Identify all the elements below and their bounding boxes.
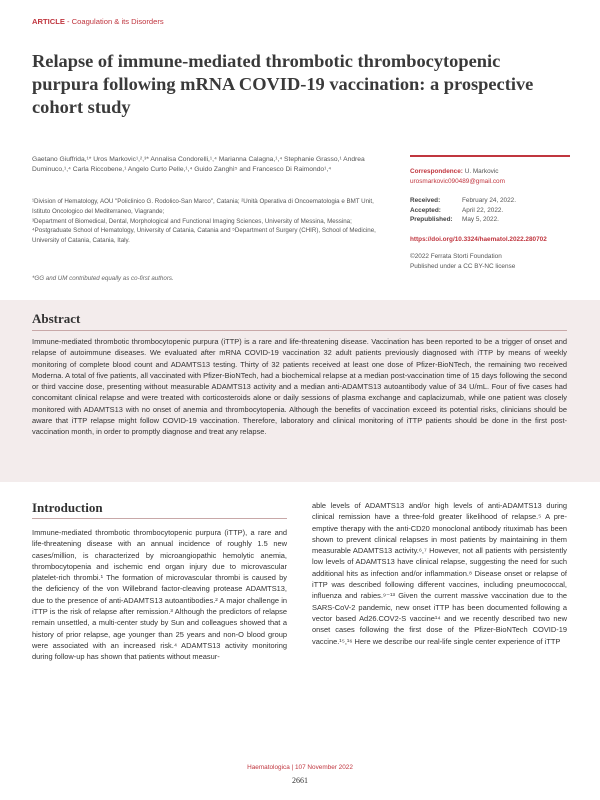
date-key: Received: (410, 197, 441, 204)
article-category (32, 17, 164, 26)
affiliation-line: ¹Division of Hematology, AOU "Policlinico G. Rodolico-San Marco", Catania; ²Unità Operativa di Oncoematologia e BMT Unit, Istituto Oncologico del Mediterraneo, Viagrande; (32, 198, 374, 215)
doi-link[interactable]: https://doi.org/10.3324/haematol.2022.280702 (410, 235, 547, 243)
date-key: Prepublished: (410, 216, 453, 223)
affiliations (32, 197, 382, 246)
article-label: ARTICLE (32, 17, 65, 26)
abstract-heading: Abstract (32, 311, 81, 326)
equal-contribution-note: *GG and UM contributed equally as co-first authors. (32, 275, 174, 282)
introduction-divider (32, 518, 287, 519)
correspondence-email-link[interactable]: urosmarkovic090489@gmail.com (410, 177, 505, 185)
author-list: Gaetano Giuffrida,¹* Uros Markovic¹,²,³* Annalisa Condorelli,¹,⁴ Marianna Calagna,¹,⁴ Stephanie Grasso,¹ Andrea Duminuco,¹,⁴ Carla Riccobene,¹ Angelo Curto Pelle,¹,⁴ Guido Zanghì⁵ and Francesco Di Raimondo¹,⁴ (32, 156, 365, 174)
correspondence-label: Correspondence: (410, 168, 463, 175)
date-value: February 24, 2022. (462, 197, 516, 204)
abstract-divider (32, 330, 567, 331)
introduction-column-left: Immune-mediated thrombotic thrombocytopenic purpura (iTTP), a rare and life-threatening disease with an annual incidence of roughly 1.5 new cases/million, is characterized by microangiopathic hemolytic anemia, thrombocytopenia and ischemic end organ injury due to microvascular platelet-rich thrombi.¹ The formation of microvascular thrombi is caused by the deficiency of the von Willebrand factor-cleaving protease ADAMTS13, due to the presence of anti-ADAMTS13 autoantibodies.² A major challenge in iTTP is the risk of relapse after remission.³ Although the predictors of relapse remain unsettled, a multi-center study by Sun and colleagues showed that a history of prior relapse, age younger than 25 years and non-O blood group were associated with an increased risk.⁴ ADAMTS13 activity monitoring during follow-up has shown that patients without measur- (32, 528, 287, 662)
date-key: Accepted: (410, 206, 441, 214)
footer-journal: Haematologica | 107 November 2022 (247, 764, 353, 771)
affiliation-line: ³Department of Biomedical, Dental, Morphological and Functional Imaging Sciences, University of Messina, Messina; ⁴Postgraduate School of Hematology, University of Catania, Catania and ⁵Department of Surgery (CHIR), School of Medicine, University of Catania, Catania, Italy. (32, 217, 376, 245)
date-value: April 22, 2022. (462, 206, 504, 214)
section-label: - Coagulation & its Disorders (64, 17, 164, 26)
copyright: ©2022 Ferrata Storti Foundation (410, 253, 502, 260)
article-title: Relapse of immune-mediated thrombotic thrombocytopenic purpura following mRNA COVID-19 vaccination: a prospective cohort study (32, 51, 534, 117)
date-row (410, 206, 570, 216)
introduction-heading: Introduction (32, 500, 103, 515)
correspondence-name: U. Markovic (462, 168, 499, 175)
date-row (410, 215, 570, 225)
date-row (410, 196, 570, 206)
abstract-body: Immune-mediated thrombotic thrombocytopenic purpura (iTTP) is a rare and life-threatening disease. Vaccination has been reported to be a trigger of onset and relapse of autoimmune diseases. We evaluated after mRNA COVID-19 vaccination 32 adult patients previously diagnosed with iTTP by means of weekly monitoring of complete blood count and ADAMTS13 testing. Thirty of 32 patients received at least one dose of Pfizer-BioNTech, the remaining two received Moderna. A total of five patients, all vaccinated with Pfizer-BioNTech, had a biochemical relapse at a median post-vaccination time of 15 days following the second or third vaccine dose, presenting without measurable ADAMTS13 activity and a median anti-ADAMTS13 autoantibody value of 34 U/mL. Four of five cases had concomitant clinical relapse and were treated with corticosteroids alone or daily sessions of plasma exchange and caplacizumab, while one patient was closely monitored with ADAMTS13 with no onset of anemia and thrombocytopenia. Although the benefits of vaccination exceed its potential risks, clinicians should be aware that iTTP relapse might follow COVID-19 vaccination. Therefore, laboratory and clinical monitoring of iTTP patients should be done in the first post-vaccination month, in order to promptly diagnose and treat any relapse. (32, 337, 567, 437)
date-value: May 5, 2022. (462, 216, 499, 223)
correspondence (410, 167, 570, 186)
history-dates (410, 196, 570, 225)
license: Published under a CC BY-NC license (410, 262, 516, 270)
article-info-sidebar (410, 155, 570, 271)
copyright-block (410, 252, 570, 271)
page-number: 2661 (292, 776, 308, 785)
introduction-column-right: able levels of ADAMTS13 and/or high levels of anti-ADAMTS13 during clinical remission have a three-fold greater likelihood of relapse.⁵ A pre-emptive therapy with the anti-CD20 monoclonal antibody rituximab has been shown to prevent clinical relapses in most patients by maintaining in them measurable ADAMTS13 activity.⁶,⁷ However, not all patients with persistently low levels of ADAMTS13 have clinical relapse, suggesting the need for such additional hits as infection and/or inflammation.⁸ Disease onset or relapse of iTTP was described following different vaccines, including pneumococcal, influenza and rabies.⁹⁻¹³ Given the current massive vaccination due to the SARS-CoV-2 pandemic, new onset iTTP has been documented following a vector based Ad26.COV2-S vaccine¹⁴ and we recently described two new onset cases following the first dose of the Pfizer-BioNTech COVID-19 vaccine.¹⁵,¹⁶ Here we describe our real-life single center experience of iTTP (312, 501, 567, 646)
